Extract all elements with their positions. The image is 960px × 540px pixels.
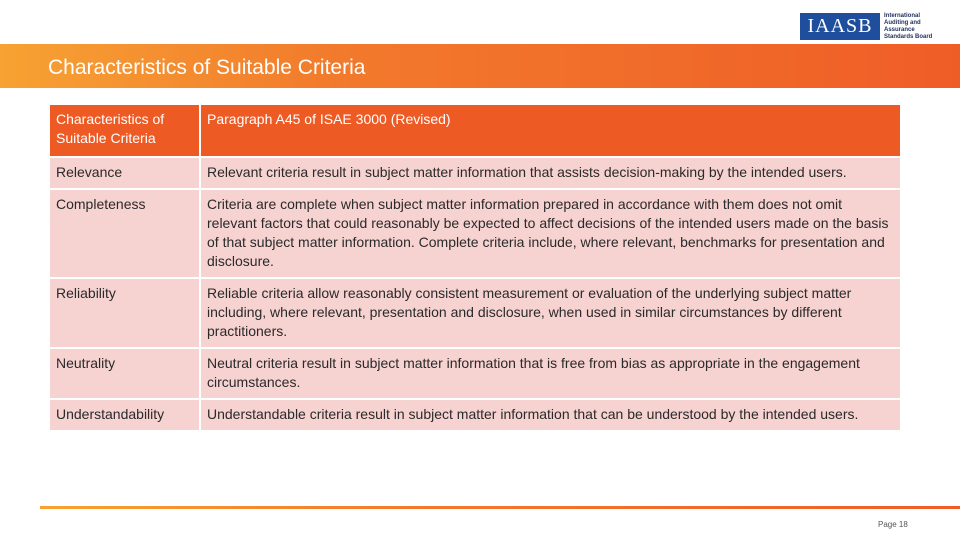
criteria-table (48, 103, 902, 432)
table-row (49, 348, 901, 399)
table-header-row (49, 104, 901, 157)
header-characteristic: Characteristics of Suitable Criteria (49, 104, 200, 157)
table-row (49, 189, 901, 278)
page-title: Characteristics of Suitable Criteria (48, 56, 366, 79)
cell-description: Understandable criteria result in subject matter information that can be understood by the intended users. (200, 399, 901, 431)
cell-characteristic: Completeness (49, 189, 200, 278)
iaasb-logo (800, 13, 944, 40)
cell-description: Neutral criteria result in subject matter information that is free from bias as appropriate in the engagement circumstances. (200, 348, 901, 399)
title-bar (0, 44, 960, 88)
page-number: Page 18 (878, 520, 908, 529)
table-row (49, 157, 901, 189)
cell-description: Reliable criteria allow reasonably consistent measurement or evaluation of the underlying subject matter including, where relevant, presentation and disclosure, when used in similar circumstances by different practitioners. (200, 278, 901, 348)
cell-description: Criteria are complete when subject matter information prepared in accordance with them does not omit relevant factors that could reasonably be expected to affect decisions of the intended users made on the basis of that subject matter information. Complete criteria include, where relevant, benchmarks for presentation and disclosure. (200, 189, 901, 278)
logo-mark: IAASB (800, 13, 880, 40)
cell-characteristic: Reliability (49, 278, 200, 348)
table-row (49, 278, 901, 348)
cell-description: Relevant criteria result in subject matter information that assists decision-making by the intended users. (200, 157, 901, 189)
cell-characteristic: Understandability (49, 399, 200, 431)
cell-characteristic: Relevance (49, 157, 200, 189)
logo-full-name: International Auditing and Assurance Standards Board (884, 12, 933, 40)
cell-characteristic: Neutrality (49, 348, 200, 399)
footer-divider (40, 506, 960, 509)
header-paragraph: Paragraph A45 of ISAE 3000 (Revised) (200, 104, 901, 157)
table-row (49, 399, 901, 431)
